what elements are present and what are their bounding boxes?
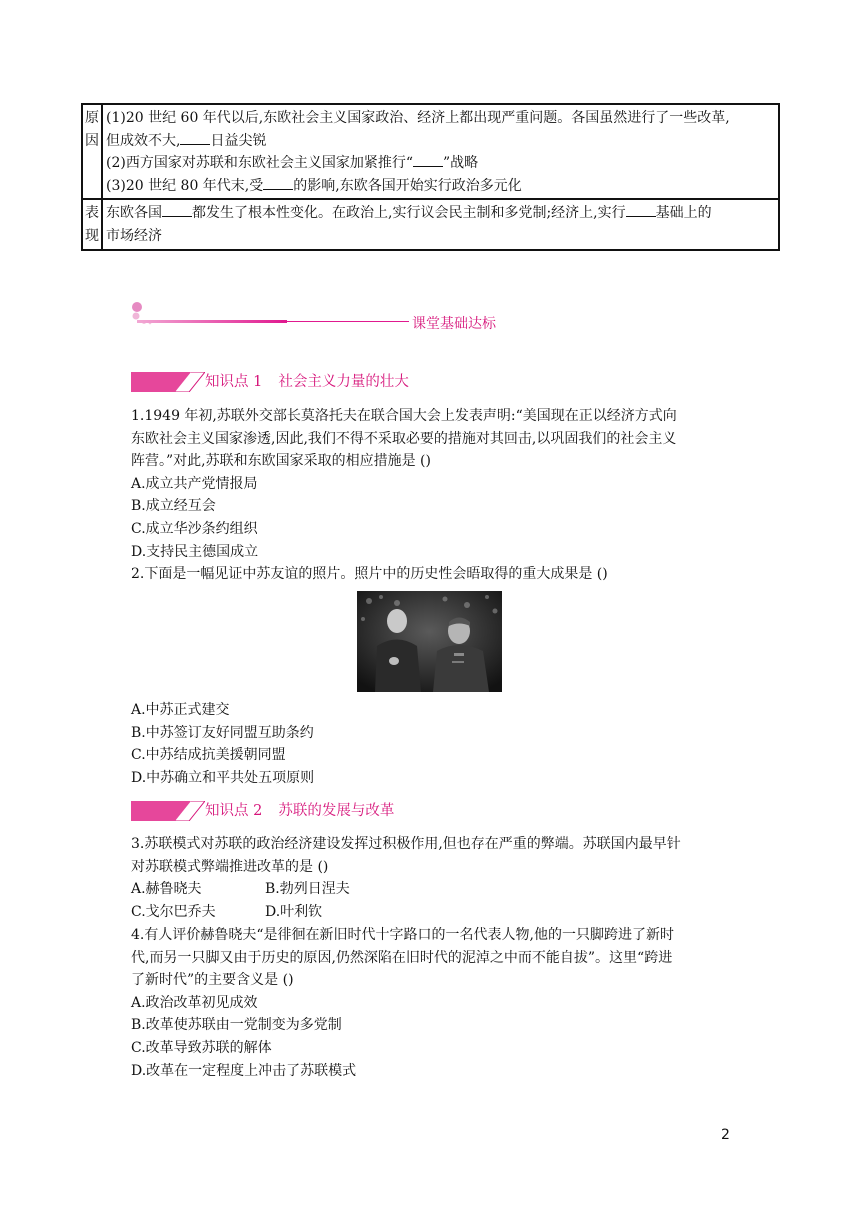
knowledge-point-heading xyxy=(131,372,451,392)
option-b[interactable]: B.成立经互会 xyxy=(131,498,216,515)
knowledge-point-text: 知识点 2 苏联的发展与改革 xyxy=(205,803,395,819)
option-a[interactable]: A.政治改革初见成效 xyxy=(131,994,258,1011)
content-line: 但成效不大, 日益尖锐 xyxy=(106,132,267,149)
row-header-char: 因 xyxy=(85,132,99,149)
content-line: (1)20 世纪 60 年代以后,东欧社会主义国家政治、经济上都出现严重问题。各国虽然进行了一些改革, xyxy=(106,110,730,126)
question-1 xyxy=(131,405,731,563)
historical-photo xyxy=(357,591,502,692)
option-row xyxy=(131,901,731,924)
table-row-manifestation xyxy=(82,199,779,250)
row-header-char: 原 xyxy=(85,110,99,126)
question-3 xyxy=(131,833,731,923)
content-line: 市场经济 xyxy=(106,227,162,244)
table-row-reasons xyxy=(82,104,779,199)
option-b[interactable]: B.中苏签订友好同盟互助条约 xyxy=(131,724,314,741)
option-b[interactable]: B.改革使苏联由一党制变为多党制 xyxy=(131,1017,342,1034)
summary-table xyxy=(81,103,780,251)
section-header-line xyxy=(281,321,409,322)
knowledge-tag-icon xyxy=(131,801,205,821)
page-number: 2 xyxy=(721,1127,730,1143)
row-header-char: 表 xyxy=(85,205,99,221)
option-d[interactable]: D.支持民主德国成立 xyxy=(131,543,259,560)
option-d[interactable]: D.中苏确立和平共处五项原则 xyxy=(131,769,315,786)
option-d[interactable]: D.改革在一定程度上冲击了苏联模式 xyxy=(131,1062,357,1079)
content-line: (3)20 世纪 80 年代末,受 的影响,东欧各国开始实行政治多元化 xyxy=(106,177,522,194)
option-d[interactable]: D.叶利钦 xyxy=(265,903,323,920)
fill-blank[interactable] xyxy=(263,177,293,190)
question-2 xyxy=(131,563,731,586)
row-header-char: 现 xyxy=(85,227,99,244)
question-stem-line: 阵营。”对此,苏联和东欧国家采取的相应措施是 () xyxy=(131,453,431,470)
section-header-bar xyxy=(137,320,287,323)
row-header-reasons xyxy=(82,104,102,199)
option-a[interactable]: A.赫鲁晓夫 xyxy=(131,881,202,898)
fill-blank[interactable] xyxy=(162,204,192,217)
fill-blank[interactable] xyxy=(626,204,656,217)
option-a[interactable]: A.中苏正式建交 xyxy=(131,702,230,718)
question-stem-line: 对苏联模式弊端推进改革的是 () xyxy=(131,858,329,875)
question-2-options xyxy=(131,699,731,789)
content-line: 东欧各国 都发生了根本性变化。在政治上,实行议会民主制和多党制;经济上,实行 基础上的 xyxy=(106,205,712,221)
fill-blank[interactable] xyxy=(413,154,443,167)
knowledge-tag-icon xyxy=(131,372,205,392)
section-header xyxy=(131,301,496,332)
question-stem-line: 1.1949 年初,苏联外交部长莫洛托夫在联合国大会上发表声明:“美国现在正以经济方式向 xyxy=(131,408,677,424)
question-stem-line: 4.有人评价赫鲁晓夫“是徘徊在新旧时代十字路口的一名代表人物,他的一只脚跨进了新时 xyxy=(131,927,674,943)
row-content-reasons xyxy=(102,104,779,199)
option-b[interactable]: B.勃列日涅夫 xyxy=(265,881,350,898)
question-stem-line: 代,而另一只脚又由于历史的原因,仍然深陷在旧时代的泥淖之中而不能自拔”。这里“跨进 xyxy=(131,949,673,966)
question-stem-line: 东欧社会主义国家渗透,因此,我们不得不采取必要的措施对其回击,以巩固我们的社会主义 xyxy=(131,430,677,447)
option-c[interactable]: C.戈尔巴乔夫 xyxy=(131,903,216,920)
option-a[interactable]: A.成立共产党情报局 xyxy=(131,475,258,492)
option-c[interactable]: C.成立华沙条约组织 xyxy=(131,520,258,537)
question-stem-line: 了新时代”的主要含义是 () xyxy=(131,972,294,989)
knowledge-point-heading xyxy=(131,801,451,821)
option-c[interactable]: C.改革导致苏联的解体 xyxy=(131,1039,272,1056)
question-stem-line: 3.苏联模式对苏联的政治经济建设发挥过积极作用,但也存在严重的弊端。苏联国内最早针 xyxy=(131,836,681,852)
row-content-manifestation xyxy=(102,199,779,250)
fill-blank[interactable] xyxy=(180,132,210,145)
option-row xyxy=(131,878,731,901)
row-header-manifestation xyxy=(82,199,102,250)
option-c[interactable]: C.中苏结成抗美援朝同盟 xyxy=(131,747,286,764)
decorative-dots-icon xyxy=(131,301,161,331)
content-line: (2)西方国家对苏联和东欧社会主义国家加紧推行“ ”战略 xyxy=(106,155,479,171)
knowledge-point-text: 知识点 1 社会主义力量的壮大 xyxy=(205,374,409,390)
question-stem-line: 2.下面是一幅见证中苏友谊的照片。照片中的历史性会晤取得的重大成果是 () xyxy=(131,566,608,582)
section-title: 课堂基础达标 xyxy=(412,316,496,332)
question-4 xyxy=(131,924,731,1082)
